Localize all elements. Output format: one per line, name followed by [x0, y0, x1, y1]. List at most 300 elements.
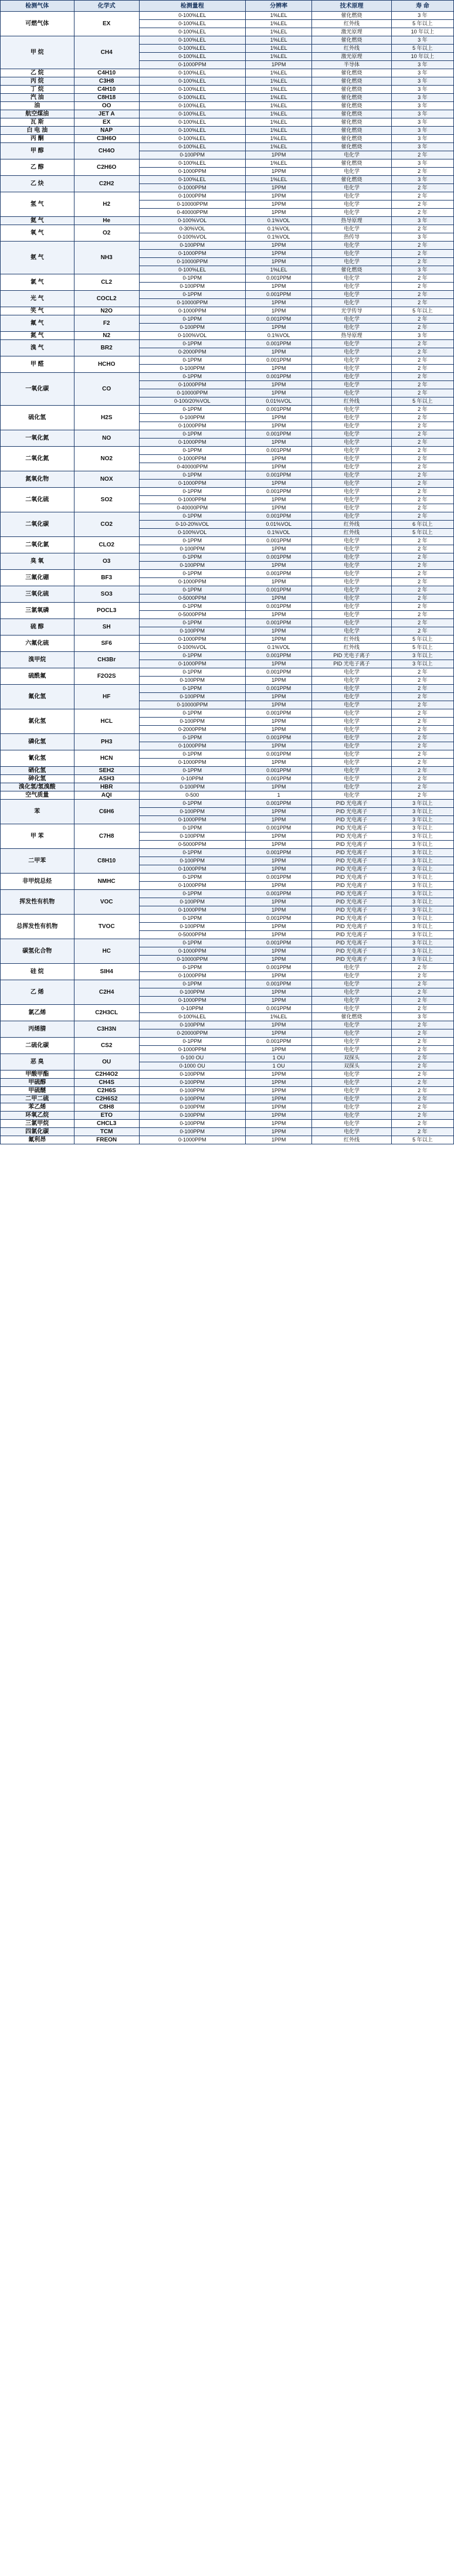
cell-chemical-formula: C7H8 — [74, 824, 139, 849]
cell-technology: 电化学 — [312, 291, 391, 299]
cell-range: 0-1PPM — [139, 512, 245, 521]
cell-chemical-formula: VOC — [74, 890, 139, 915]
cell-chemical-formula: C8H8 — [74, 1103, 139, 1112]
cell-technology: 电化学 — [312, 381, 391, 389]
cell-resolution: 1%LEL — [245, 1013, 312, 1021]
cell-chemical-formula: NH3 — [74, 242, 139, 274]
cell-resolution: 0.001PPM — [245, 668, 312, 677]
cell-life: 2 年 — [391, 1087, 453, 1095]
cell-gas-name: 三氯氧磷 — [1, 603, 74, 619]
table-row — [1, 36, 454, 45]
cell-chemical-formula: C6H6 — [74, 800, 139, 824]
cell-chemical-formula: EX — [74, 118, 139, 127]
cell-resolution: 1 OU — [245, 1054, 312, 1062]
cell-life: 3 年 — [391, 217, 453, 225]
cell-range: 0-1PPM — [139, 619, 245, 627]
cell-resolution: 0.001PPM — [245, 447, 312, 455]
cell-life: 3 年 — [391, 69, 453, 77]
cell-range: 0-10000PPM — [139, 956, 245, 964]
cell-resolution: 0.1%VOL — [245, 225, 312, 233]
cell-range: 0-1PPM — [139, 874, 245, 882]
cell-resolution: 1PPM — [245, 192, 312, 200]
cell-technology: 电化学 — [312, 192, 391, 200]
cell-resolution: 1PPM — [245, 627, 312, 635]
cell-life: 2 年 — [391, 997, 453, 1005]
cell-technology: 电化学 — [312, 783, 391, 791]
cell-life: 2 年 — [391, 964, 453, 972]
cell-life: 2 年 — [391, 250, 453, 258]
cell-technology: PID 光电离子 — [312, 832, 391, 841]
table-row — [1, 1087, 454, 1095]
cell-life: 3 年以上 — [391, 890, 453, 898]
table-row — [1, 94, 454, 102]
cell-resolution: 1%LEL — [245, 266, 312, 274]
cell-chemical-formula: BF3 — [74, 570, 139, 586]
cell-range: 0-100PPM — [139, 627, 245, 635]
cell-life: 3 年以上 — [391, 882, 453, 890]
cell-range: 0-1PPM — [139, 668, 245, 677]
cell-resolution: 1%LEL — [245, 20, 312, 28]
cell-technology: 电化学 — [312, 356, 391, 365]
cell-life: 2 年 — [391, 1046, 453, 1054]
cell-resolution: 1PPM — [245, 184, 312, 192]
cell-technology: 电化学 — [312, 299, 391, 307]
cell-gas-name: 甲 烷 — [1, 36, 74, 69]
cell-range: 0-100%LEL — [139, 176, 245, 184]
cell-resolution: 1%LEL — [245, 159, 312, 168]
cell-life: 3 年以上 — [391, 857, 453, 865]
cell-technology: 电化学 — [312, 324, 391, 332]
cell-technology: 电化学 — [312, 709, 391, 718]
table-row — [1, 964, 454, 972]
cell-gas-name: 恶 臭 — [1, 1054, 74, 1070]
cell-life: 3 年以上 — [391, 808, 453, 816]
cell-resolution: 1PPM — [245, 898, 312, 906]
cell-technology: 红外线 — [312, 529, 391, 537]
cell-resolution: 1PPM — [245, 865, 312, 874]
cell-range: 0-5000PPM — [139, 841, 245, 849]
cell-technology: 电化学 — [312, 1087, 391, 1095]
cell-life: 3 年以上 — [391, 652, 453, 660]
table-row — [1, 373, 454, 381]
cell-technology: 催化燃烧 — [312, 69, 391, 77]
cell-resolution: 1PPM — [245, 1021, 312, 1029]
cell-resolution: 1PPM — [245, 299, 312, 307]
cell-technology: PID 光电离子 — [312, 939, 391, 947]
cell-chemical-formula: C3H3N — [74, 1021, 139, 1038]
cell-life: 3 年 — [391, 332, 453, 340]
cell-gas-name: 氯 气 — [1, 274, 74, 291]
cell-life: 2 年 — [391, 562, 453, 570]
cell-gas-name: 硫 醇 — [1, 619, 74, 635]
cell-gas-name: 一氧化氮 — [1, 430, 74, 447]
cell-range: 0-100%VOL — [139, 217, 245, 225]
cell-technology: PID 光电离子 — [312, 841, 391, 849]
cell-life: 5 年以上 — [391, 307, 453, 315]
cell-technology: 电化学 — [312, 972, 391, 980]
cell-technology: 电化学 — [312, 463, 391, 471]
table-row — [1, 635, 454, 644]
table-row — [1, 488, 454, 496]
cell-life: 2 年 — [391, 701, 453, 709]
cell-resolution: 1PPM — [245, 258, 312, 266]
cell-gas-name: 瓦 斯 — [1, 118, 74, 127]
cell-range: 0-100%LEL — [139, 102, 245, 110]
cell-life: 3 年以上 — [391, 906, 453, 915]
cell-chemical-formula: FREON — [74, 1136, 139, 1144]
cell-technology: PID 光电离子 — [312, 816, 391, 824]
cell-resolution: 1PPM — [245, 209, 312, 217]
cell-technology: 催化燃烧 — [312, 118, 391, 127]
cell-resolution: 1PPM — [245, 463, 312, 471]
cell-gas-name: 乙 烷 — [1, 69, 74, 77]
cell-resolution: 0.001PPM — [245, 356, 312, 365]
cell-range: 0-100PPM — [139, 718, 245, 726]
table-row — [1, 750, 454, 759]
table-row — [1, 86, 454, 94]
cell-resolution: 1PPM — [245, 324, 312, 332]
cell-range: 0-1000PPM — [139, 455, 245, 463]
cell-technology: 电化学 — [312, 553, 391, 562]
cell-gas-name: 油 — [1, 102, 74, 110]
table-header — [1, 1, 454, 12]
cell-resolution: 1PPM — [245, 504, 312, 512]
cell-range: 0-1PPM — [139, 537, 245, 545]
cell-range: 0-100%LEL — [139, 143, 245, 151]
cell-technology: PID 光电离子 — [312, 923, 391, 931]
table-row — [1, 1021, 454, 1029]
cell-resolution: 1PPM — [245, 882, 312, 890]
cell-technology: 电化学 — [312, 422, 391, 430]
cell-technology: 电化学 — [312, 414, 391, 422]
cell-range: 0-1000PPM — [139, 61, 245, 69]
cell-range: 0-1000PPM — [139, 865, 245, 874]
cell-chemical-formula: SEH2 — [74, 767, 139, 775]
cell-life: 2 年 — [391, 291, 453, 299]
cell-life: 2 年 — [391, 200, 453, 209]
cell-resolution: 1PPM — [245, 611, 312, 619]
cell-range: 0-1PPM — [139, 603, 245, 611]
cell-life: 2 年 — [391, 1103, 453, 1112]
cell-technology: 电化学 — [312, 373, 391, 381]
cell-range: 0-100%LEL — [139, 36, 245, 45]
cell-range: 0-100PPM — [139, 1079, 245, 1087]
cell-resolution: 1PPM — [245, 389, 312, 397]
cell-resolution: 0.1%VOL — [245, 644, 312, 652]
cell-technology: PID 光电离子 — [312, 915, 391, 923]
cell-resolution: 0.001PPM — [245, 430, 312, 439]
cell-range: 0-10000PPM — [139, 701, 245, 709]
cell-resolution: 0.1%VOL — [245, 332, 312, 340]
cell-life: 3 年 — [391, 143, 453, 151]
cell-technology: 电化学 — [312, 545, 391, 553]
cell-technology: 电化学 — [312, 586, 391, 594]
cell-gas-name: 挥发性有机物 — [1, 890, 74, 915]
table-row — [1, 1038, 454, 1046]
cell-resolution: 1PPM — [245, 381, 312, 389]
cell-range: 0-100%LEL — [139, 118, 245, 127]
cell-chemical-formula: TCM — [74, 1128, 139, 1136]
cell-resolution: 1%LEL — [245, 12, 312, 20]
cell-gas-name: 总挥发性有机物 — [1, 915, 74, 939]
cell-chemical-formula: ETO — [74, 1112, 139, 1120]
cell-range: 0-1PPM — [139, 750, 245, 759]
table-row — [1, 1054, 454, 1062]
cell-range: 0-100%VOL — [139, 233, 245, 242]
cell-range: 0-40000PPM — [139, 463, 245, 471]
cell-technology: 红外线 — [312, 635, 391, 644]
table-row — [1, 307, 454, 315]
cell-life: 2 年 — [391, 1062, 453, 1070]
cell-resolution: 1PPM — [245, 250, 312, 258]
cell-life: 3 年 — [391, 61, 453, 69]
cell-range: 0-5000PPM — [139, 931, 245, 939]
cell-life: 10 年以上 — [391, 28, 453, 36]
cell-gas-name: 乙 醇 — [1, 159, 74, 176]
cell-gas-name: 乙 烯 — [1, 980, 74, 1005]
cell-chemical-formula: SO2 — [74, 488, 139, 512]
cell-technology: 电化学 — [312, 537, 391, 545]
cell-range: 0-100PPM — [139, 151, 245, 159]
cell-technology: 催化燃烧 — [312, 102, 391, 110]
cell-range: 0-1PPM — [139, 291, 245, 299]
cell-technology: 电化学 — [312, 562, 391, 570]
cell-technology: 光学传导 — [312, 307, 391, 315]
cell-chemical-formula: PH3 — [74, 734, 139, 750]
cell-chemical-formula: NOX — [74, 471, 139, 488]
cell-range: 0-1PPM — [139, 430, 245, 439]
cell-technology: 电化学 — [312, 668, 391, 677]
cell-range: 0-1PPM — [139, 274, 245, 283]
cell-life: 3 年 — [391, 12, 453, 20]
table-row — [1, 849, 454, 857]
cell-range: 0-1000PPM — [139, 496, 245, 504]
cell-range: 0-1000PPM — [139, 422, 245, 430]
cell-resolution: 0.001PPM — [245, 373, 312, 381]
cell-range: 0-1PPM — [139, 915, 245, 923]
cell-range: 0-1000PPM — [139, 1136, 245, 1144]
cell-range: 0-1PPM — [139, 652, 245, 660]
cell-life: 2 年 — [391, 1079, 453, 1087]
cell-chemical-formula: TVOC — [74, 915, 139, 939]
cell-resolution: 0.001PPM — [245, 964, 312, 972]
cell-chemical-formula: SF6 — [74, 635, 139, 652]
cell-range: 0-100PPM — [139, 1128, 245, 1136]
cell-life: 3 年 — [391, 118, 453, 127]
cell-resolution: 1PPM — [245, 701, 312, 709]
cell-resolution: 0.001PPM — [245, 775, 312, 783]
cell-range: 0-1PPM — [139, 471, 245, 480]
cell-technology: 电化学 — [312, 471, 391, 480]
cell-resolution: 1PPM — [245, 783, 312, 791]
table-row — [1, 734, 454, 742]
cell-chemical-formula: COCL2 — [74, 291, 139, 307]
cell-resolution: 1%LEL — [245, 127, 312, 135]
cell-technology: PID 光电离子 — [312, 956, 391, 964]
cell-resolution: 0.001PPM — [245, 767, 312, 775]
cell-resolution: 1PPM — [245, 242, 312, 250]
cell-technology: 电化学 — [312, 677, 391, 685]
table-row — [1, 874, 454, 882]
cell-life: 2 年 — [391, 1112, 453, 1120]
cell-resolution: 1%LEL — [245, 118, 312, 127]
table-row — [1, 1095, 454, 1103]
cell-technology: 电化学 — [312, 570, 391, 578]
cell-technology: PID 光电离子 — [312, 800, 391, 808]
cell-range: 0-1PPM — [139, 356, 245, 365]
table-row — [1, 332, 454, 340]
cell-chemical-formula: C2H4 — [74, 980, 139, 1005]
cell-resolution: 1PPM — [245, 635, 312, 644]
cell-range: 0-1000PPM — [139, 480, 245, 488]
table-row — [1, 110, 454, 118]
cell-resolution: 1%LEL — [245, 110, 312, 118]
cell-chemical-formula: CH4 — [74, 36, 139, 69]
cell-resolution: 1PPM — [245, 1029, 312, 1038]
cell-life: 3 年 — [391, 159, 453, 168]
cell-resolution: 0.001PPM — [245, 274, 312, 283]
table-row — [1, 242, 454, 250]
table-row — [1, 69, 454, 77]
cell-resolution: 1%LEL — [245, 53, 312, 61]
table-row — [1, 217, 454, 225]
cell-technology: 电化学 — [312, 274, 391, 283]
cell-range: 0-1000PPM — [139, 635, 245, 644]
cell-life: 3 年以上 — [391, 947, 453, 956]
cell-range: 0-100PPM — [139, 693, 245, 701]
cell-life: 2 年 — [391, 488, 453, 496]
cell-resolution: 0.001PPM — [245, 291, 312, 299]
cell-range: 0-1000PPM — [139, 660, 245, 668]
cell-range: 0-1000PPM — [139, 816, 245, 824]
cell-resolution: 1PPM — [245, 956, 312, 964]
cell-resolution: 1PPM — [245, 726, 312, 734]
table-row — [1, 767, 454, 775]
cell-technology: 电化学 — [312, 348, 391, 356]
cell-technology: 电化学 — [312, 619, 391, 627]
cell-life: 2 年 — [391, 1029, 453, 1038]
cell-range: 0-100PPM — [139, 1095, 245, 1103]
cell-range: 0-100PPM — [139, 898, 245, 906]
table-body — [1, 12, 454, 1144]
cell-range: 0-1000PPM — [139, 906, 245, 915]
cell-resolution: 0.001PPM — [245, 874, 312, 882]
cell-life: 3 年以上 — [391, 841, 453, 849]
cell-range: 0-100PPM — [139, 1103, 245, 1112]
cell-life: 3 年以上 — [391, 956, 453, 964]
table-row — [1, 603, 454, 611]
cell-resolution: 1PPM — [245, 693, 312, 701]
cell-chemical-formula: HCL — [74, 709, 139, 734]
cell-life: 2 年 — [391, 783, 453, 791]
cell-gas-name: 乙 炔 — [1, 176, 74, 192]
cell-chemical-formula: C4H10 — [74, 86, 139, 94]
cell-range: 0-1PPM — [139, 406, 245, 414]
cell-range: 0-100PPM — [139, 562, 245, 570]
cell-range: 0-1000PPM — [139, 759, 245, 767]
table-row — [1, 118, 454, 127]
cell-technology: 电化学 — [312, 988, 391, 997]
cell-range: 0-500 — [139, 791, 245, 800]
cell-technology: 电化学 — [312, 611, 391, 619]
cell-range: 0-10PPM — [139, 775, 245, 783]
cell-life: 5 年以上 — [391, 1136, 453, 1144]
cell-range: 0-10PPM — [139, 1005, 245, 1013]
cell-resolution: 1%LEL — [245, 176, 312, 184]
cell-range: 0-100%LEL — [139, 127, 245, 135]
cell-life: 2 年 — [391, 274, 453, 283]
cell-life: 2 年 — [391, 373, 453, 381]
cell-life: 2 年 — [391, 1120, 453, 1128]
table-row — [1, 553, 454, 562]
cell-life: 5 年以上 — [391, 45, 453, 53]
cell-technology: 电化学 — [312, 1005, 391, 1013]
cell-chemical-formula: CH4O — [74, 143, 139, 159]
cell-life: 2 年 — [391, 504, 453, 512]
cell-technology: PID 光电离子 — [312, 947, 391, 956]
cell-life: 2 年 — [391, 348, 453, 356]
cell-technology: 电化学 — [312, 283, 391, 291]
cell-gas-name: 三氟化硼 — [1, 570, 74, 586]
cell-technology: 电化学 — [312, 1038, 391, 1046]
cell-technology: 电化学 — [312, 225, 391, 233]
cell-technology: 电化学 — [312, 340, 391, 348]
cell-technology: 电化学 — [312, 488, 391, 496]
cell-life: 2 年 — [391, 685, 453, 693]
cell-range: 0-100%LEL — [139, 266, 245, 274]
cell-life: 2 年 — [391, 439, 453, 447]
cell-resolution: 1%LEL — [245, 143, 312, 151]
cell-life: 2 年 — [391, 1054, 453, 1062]
cell-gas-name: 苯乙烯 — [1, 1103, 74, 1112]
cell-resolution: 0.001PPM — [245, 619, 312, 627]
cell-chemical-formula: CHCL3 — [74, 1120, 139, 1128]
cell-chemical-formula: H2S — [74, 406, 139, 430]
cell-life: 3 年 — [391, 102, 453, 110]
cell-range: 0-100/20%VOL — [139, 397, 245, 406]
cell-resolution: 0.001PPM — [245, 734, 312, 742]
cell-technology: 热传导 — [312, 233, 391, 242]
cell-resolution: 0.001PPM — [245, 915, 312, 923]
cell-gas-name: 环氧乙烷 — [1, 1112, 74, 1120]
cell-technology: 电化学 — [312, 1021, 391, 1029]
table-row — [1, 800, 454, 808]
cell-range: 0-1000PPM — [139, 972, 245, 980]
cell-resolution: 0.001PPM — [245, 652, 312, 660]
cell-gas-name: 甲 醛 — [1, 356, 74, 373]
cell-technology: 电化学 — [312, 750, 391, 759]
cell-technology: 电化学 — [312, 578, 391, 586]
cell-resolution: 1PPM — [245, 61, 312, 69]
cell-resolution: 1PPM — [245, 677, 312, 685]
cell-gas-name: 氟 气 — [1, 315, 74, 332]
cell-chemical-formula: CS2 — [74, 1038, 139, 1054]
cell-life: 2 年 — [391, 611, 453, 619]
cell-technology: 红外线 — [312, 397, 391, 406]
col-header-technology: 技术原理 — [312, 1, 391, 12]
cell-range: 0-2000PPM — [139, 726, 245, 734]
cell-gas-name: 丙 烷 — [1, 77, 74, 86]
table-row — [1, 1079, 454, 1087]
cell-resolution: 1PPM — [245, 972, 312, 980]
cell-gas-name: 甲硫醚 — [1, 1087, 74, 1095]
cell-life: 2 年 — [391, 668, 453, 677]
cell-chemical-formula: JET A — [74, 110, 139, 118]
cell-resolution: 1PPM — [245, 439, 312, 447]
cell-technology: 催化燃烧 — [312, 36, 391, 45]
cell-resolution: 0.001PPM — [245, 685, 312, 693]
cell-life: 2 年 — [391, 742, 453, 750]
